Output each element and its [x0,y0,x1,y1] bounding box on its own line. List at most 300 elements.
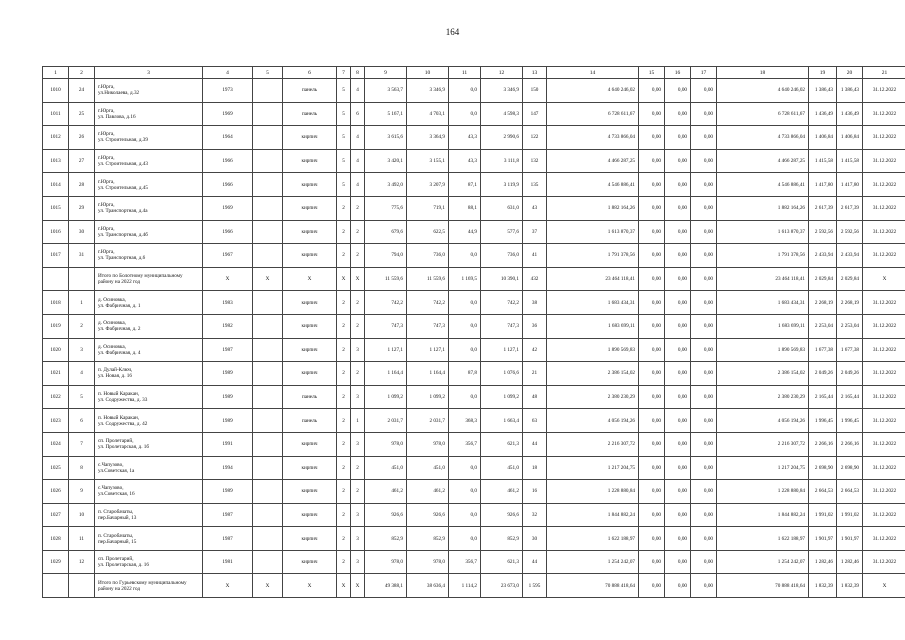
cell-c15: 0,00 [639,149,665,173]
cell-c20: 2 698,90 [837,456,863,480]
cell-c18: 2 380 230,29 [717,385,809,409]
cell-c11: 87,1 [449,173,481,197]
address-line: ул. Содружества, д. 42 [98,420,148,427]
cell-c20: 2 049,26 [837,362,863,386]
cell-c18: 6 728 611,67 [717,102,809,126]
cell-c4: 1987 [203,338,253,362]
cell-c13: 44 [523,550,547,574]
cell-c14: 4 466 287,25 [547,149,639,173]
cell-c2: 9 [69,480,95,504]
address-cell [95,338,203,362]
cell-c2: 31 [69,244,95,268]
address-line: ул. Фабричная, д. 2 [98,326,141,333]
cell-c1: 1022 [43,385,69,409]
cell-c16: 0,00 [665,102,691,126]
cell-c9: 5 167,1 [365,102,407,126]
cell-c11: 356,7 [449,432,481,456]
cell-c4: 1982 [203,314,253,338]
cell-c1: 1012 [43,126,69,150]
cell-c13: 32 [523,503,547,527]
cell-c14: 4 733 866,04 [547,126,639,150]
cell-c17: 0,00 [691,338,717,362]
address-line: г.Юрга, [98,178,115,185]
cell-c20: 2 165,44 [837,385,863,409]
column-number-15: 15 [639,67,665,79]
address-cell [95,550,203,574]
column-number-14: 14 [547,67,639,79]
cell-c18: 23 464 118,41 [717,267,809,291]
cell-c6: X [283,267,337,291]
cell-c16: 0,00 [665,527,691,551]
cell-c9: 49 388,1 [365,574,407,598]
cell-c13: 147 [523,102,547,126]
address-cell [95,432,203,456]
cell-c4: X [203,574,253,598]
cell-c17: 0,00 [691,173,717,197]
cell-c9: 1 164,4 [365,362,407,386]
cell-c10: 3 346,9 [407,79,449,103]
cell-c1: 1016 [43,220,69,244]
cell-c15: 0,00 [639,527,665,551]
address-line: ул. Пролетарская, д. 1б [98,444,150,451]
address-cell [95,244,203,268]
cell-c14: 2 386 154,02 [547,362,639,386]
cell-c4: 1966 [203,173,253,197]
cell-c12: 3 346,9 [481,79,523,103]
cell-c15: 0,00 [639,432,665,456]
cell-c6: кирпич [283,244,337,268]
cell-c12: 3 119,9 [481,173,523,197]
address-cell [95,102,203,126]
cell-c19: 1 996,45 [809,409,837,433]
cell-c11: 43,3 [449,149,481,173]
cell-c10: 1 127,1 [407,338,449,362]
cell-c7: 2 [337,456,351,480]
address-cell [95,126,203,150]
cell-c4: 1989 [203,409,253,433]
cell-c14: 1 217 204,75 [547,456,639,480]
cell-c10: 2 031,7 [407,409,449,433]
cell-c2: 28 [69,173,95,197]
address-cell [95,527,203,551]
cell-c12: 577,6 [481,220,523,244]
cell-c19: 1 436,49 [809,102,837,126]
cell-c2: 27 [69,149,95,173]
cell-c10: 11 559,6 [407,267,449,291]
cell-c11: 0,0 [449,102,481,126]
cell-c4: 1969 [203,102,253,126]
cell-c18: 1 683 699,11 [717,314,809,338]
cell-c11: 1 169,5 [449,267,481,291]
address-line: д. Осиновка, [98,343,126,350]
cell-c1: 1023 [43,409,69,433]
cell-c1: 1024 [43,432,69,456]
cell-c1: 1011 [43,102,69,126]
cell-c15: 0,00 [639,173,665,197]
cell-c1: 1019 [43,314,69,338]
cell-c2: 10 [69,503,95,527]
cell-c7: 2 [337,550,351,574]
cell-c21: 31.12.2022 [863,244,905,268]
cell-c17: 0,00 [691,244,717,268]
cell-c5 [253,149,283,173]
cell-c10: 852,9 [407,527,449,551]
cell-c15: 0,00 [639,385,665,409]
cell-c11: 1 114,2 [449,574,481,598]
cell-c12: 23 673,0 [481,574,523,598]
cell-c19: 1 677,38 [809,338,837,362]
cell-c6: кирпич [283,527,337,551]
cell-c17: 0,00 [691,456,717,480]
cell-c4: 1989 [203,385,253,409]
cell-c2: 30 [69,220,95,244]
cell-c4: 1991 [203,432,253,456]
cell-c16: 0,00 [665,550,691,574]
cell-c13: 21 [523,362,547,386]
cell-c13: 37 [523,220,547,244]
column-number-4: 4 [203,67,253,79]
cell-c11: 0,0 [449,244,481,268]
cell-c18: 1 254 242,07 [717,550,809,574]
cell-c16: 0,00 [665,362,691,386]
cell-c8: X [351,267,365,291]
cell-c9: 11 559,6 [365,267,407,291]
cell-c8: 3 [351,527,365,551]
cell-c13: 43 [523,196,547,220]
cell-c6: кирпич [283,314,337,338]
cell-c13: 36 [523,314,547,338]
cell-c9: 3 492,0 [365,173,407,197]
cell-c11: 43,3 [449,126,481,150]
cell-c17: 0,00 [691,362,717,386]
cell-c18: 1 613 870,37 [717,220,809,244]
cell-c8: 3 [351,385,365,409]
cell-c14: 4 546 886,41 [547,173,639,197]
table-row [43,220,905,244]
cell-c19: 2 617,39 [809,196,837,220]
cell-c11: 356,7 [449,550,481,574]
cell-c2: 25 [69,102,95,126]
cell-c2: 12 [69,550,95,574]
address-line: ул. Пролетарская, д. 16 [98,562,149,569]
cell-c16: 0,00 [665,267,691,291]
address-line: ул.Николаева, д.32 [98,90,140,97]
address-line: п. Новый Каракан, [98,414,140,421]
cell-c4: 1983 [203,291,253,315]
cell-c17: 0,00 [691,574,717,598]
cell-c10: 622,5 [407,220,449,244]
cell-c13: 30 [523,527,547,551]
cell-c16: 0,00 [665,126,691,150]
cell-c2: 11 [69,527,95,551]
cell-c21: X [863,267,905,291]
cell-c6: X [283,574,337,598]
cell-c15: 0,00 [639,79,665,103]
cell-c18: 1 844 882,24 [717,503,809,527]
address-line: г.Юрга, [98,225,115,232]
cell-c6: кирпич [283,338,337,362]
address-line: г.Юрга, [98,249,115,256]
cell-c21: 31.12.2022 [863,362,905,386]
cell-c10: 719,1 [407,196,449,220]
cell-c2: 7 [69,432,95,456]
cell-c7: X [337,574,351,598]
table-row [43,385,905,409]
cell-c9: 747,3 [365,314,407,338]
cell-c21: 31.12.2022 [863,126,905,150]
cell-c8: 2 [351,244,365,268]
address-line: ул. Строительная, д.39 [98,137,148,144]
cell-c16: 0,00 [665,409,691,433]
address-cell [95,149,203,173]
cell-c1 [43,267,69,291]
cell-c13: 432 [523,267,547,291]
cell-c11: 0,0 [449,385,481,409]
cell-c5 [253,503,283,527]
cell-c13: 135 [523,173,547,197]
cell-c6: панель [283,385,337,409]
cell-c20: 1 996,45 [837,409,863,433]
cell-c2: 8 [69,456,95,480]
table-row [43,456,905,480]
cell-c14: 1 228 880,84 [547,480,639,504]
cell-c20: 1 991,02 [837,503,863,527]
address-line: с.Чапузово, [98,485,124,492]
cell-c10: 736,0 [407,244,449,268]
cell-c1: 1025 [43,456,69,480]
cell-c12: 461,2 [481,480,523,504]
table-row [43,126,905,150]
cell-c9: 1 127,1 [365,338,407,362]
cell-c17: 0,00 [691,102,717,126]
cell-c10: 3 207,9 [407,173,449,197]
cell-c8: 2 [351,362,365,386]
column-number-11: 11 [449,67,481,79]
cell-c14: 1 791 378,56 [547,244,639,268]
cell-c20: 2 664,53 [837,480,863,504]
address-cell [95,79,203,103]
cell-c20: 2 029,84 [837,267,863,291]
cell-c5 [253,102,283,126]
address-line: д. Осиновка, [98,320,126,327]
address-line: сп. Пролетарий, [98,556,134,563]
cell-c20: 1 436,49 [837,102,863,126]
cell-c12: 621,3 [481,550,523,574]
address-line: д. Осиновка, [98,296,126,303]
cell-c17: 0,00 [691,79,717,103]
address-cell [95,409,203,433]
cell-c1: 1015 [43,196,69,220]
cell-c21: 31.12.2022 [863,550,905,574]
cell-c2 [69,267,95,291]
cell-c15: 0,00 [639,220,665,244]
cell-c21: X [863,574,905,598]
cell-c8: 3 [351,338,365,362]
cell-c18: 70 888 418,64 [717,574,809,598]
cell-c17: 0,00 [691,196,717,220]
cell-c15: 0,00 [639,338,665,362]
cell-c12: 747,3 [481,314,523,338]
cell-c1: 1021 [43,362,69,386]
address-line: ул. Содружества, д. 33 [98,397,148,404]
cell-c14: 2 216 307,72 [547,432,639,456]
cell-c7: 2 [337,385,351,409]
cell-c6: кирпич [283,220,337,244]
cell-c12: 2 990,6 [481,126,523,150]
cell-c15: 0,00 [639,480,665,504]
cell-c14: 1 254 242,07 [547,550,639,574]
cell-c8: 4 [351,79,365,103]
cell-c5 [253,173,283,197]
address-line: п. Новый Каракан, [98,391,140,398]
cell-c17: 0,00 [691,550,717,574]
cell-c18: 4 733 866,04 [717,126,809,150]
cell-c15: 0,00 [639,362,665,386]
cell-c15: 0,00 [639,126,665,150]
cell-c20: 2 617,39 [837,196,863,220]
cell-c4: X [203,267,253,291]
address-cell [95,173,203,197]
column-number-16: 16 [665,67,691,79]
cell-c10: 926,6 [407,503,449,527]
cell-c17: 0,00 [691,220,717,244]
cell-c18: 1 791 378,56 [717,244,809,268]
cell-c20: 1 415,58 [837,149,863,173]
cell-c10: 38 636,4 [407,574,449,598]
address-line: Итого по Гурьевскому муниципальному [98,579,187,586]
address-line: району на 2022 год [98,585,141,592]
address-cell [95,503,203,527]
cell-c8: 6 [351,102,365,126]
cell-c21: 31.12.2022 [863,149,905,173]
cell-c7: 5 [337,173,351,197]
cell-c20: 1 406,84 [837,126,863,150]
cell-c16: 0,00 [665,385,691,409]
cell-c13: 44 [523,432,547,456]
cell-c2: 6 [69,409,95,433]
cell-c18: 1 228 880,84 [717,480,809,504]
cell-c15: 0,00 [639,503,665,527]
cell-c11: 0,0 [449,480,481,504]
cell-c20: 2 592,56 [837,220,863,244]
cell-c20: 1 832,39 [837,574,863,598]
cell-c12: 10 390,1 [481,267,523,291]
cell-c15: 0,00 [639,574,665,598]
cell-c1: 1010 [43,79,69,103]
cell-c21: 31.12.2022 [863,291,905,315]
address-line: району на 2022 год [98,279,141,286]
table-row [43,244,905,268]
cell-c21: 31.12.2022 [863,432,905,456]
cell-c14: 23 464 118,41 [547,267,639,291]
cell-c6: панель [283,79,337,103]
cell-c6: кирпич [283,173,337,197]
cell-c1: 1014 [43,173,69,197]
cell-c7: 2 [337,362,351,386]
cell-c14: 2 380 230,29 [547,385,639,409]
cell-c5 [253,196,283,220]
cell-c16: 0,00 [665,244,691,268]
cell-c6: кирпич [283,480,337,504]
cell-c12: 742,2 [481,291,523,315]
cell-c4: 1967 [203,244,253,268]
cell-c6: кирпич [283,432,337,456]
cell-c6: кирпич [283,291,337,315]
cell-c5 [253,244,283,268]
address-line: ул. Транспортная, д.4а [98,208,148,215]
address-line: п. Старобачаты, [98,508,134,515]
cell-c5 [253,79,283,103]
cell-c4: 1981 [203,550,253,574]
cell-c9: 926,6 [365,503,407,527]
cell-c2: 5 [69,385,95,409]
address-line: сп. Пролетарий, [98,438,134,445]
table-row [43,102,905,126]
cell-c4: 1964 [203,126,253,150]
cell-c18: 1 217 204,75 [717,456,809,480]
table-row [43,409,905,433]
cell-c14: 1 890 569,83 [547,338,639,362]
address-line: пер.Бачарный, 13 [98,514,137,521]
cell-c8: 2 [351,314,365,338]
cell-c2: 4 [69,362,95,386]
cell-c21: 31.12.2022 [863,196,905,220]
cell-c17: 0,00 [691,385,717,409]
cell-c20: 1 282,46 [837,550,863,574]
data-table [42,66,905,598]
cell-c18: 1 882 164,26 [717,196,809,220]
address-line: ул. Павлова, д.16 [98,113,136,120]
cell-c21: 31.12.2022 [863,385,905,409]
cell-c12: 736,0 [481,244,523,268]
cell-c1: 1029 [43,550,69,574]
cell-c19: 2 433,94 [809,244,837,268]
address-line: ул. Фабричная, д. 4 [98,349,141,356]
cell-c8: 4 [351,173,365,197]
cell-c5 [253,550,283,574]
cell-c14: 70 888 418,64 [547,574,639,598]
address-cell [95,220,203,244]
header-row [43,67,905,79]
cell-c18: 2 386 154,02 [717,362,809,386]
cell-c21: 31.12.2022 [863,220,905,244]
cell-c11: 0,0 [449,527,481,551]
cell-c10: 3 364,9 [407,126,449,150]
column-number-10: 10 [407,67,449,79]
cell-c1 [43,574,69,598]
cell-c18: 1 622 188,97 [717,527,809,551]
cell-c4: 1973 [203,79,253,103]
cell-c19: 1 415,58 [809,149,837,173]
cell-c5 [253,480,283,504]
cell-c21: 31.12.2022 [863,314,905,338]
cell-c8: 4 [351,149,365,173]
cell-c2: 3 [69,338,95,362]
cell-c7: 5 [337,79,351,103]
cell-c13: 38 [523,291,547,315]
cell-c16: 0,00 [665,456,691,480]
cell-c21: 31.12.2022 [863,338,905,362]
column-number-12: 12 [481,67,523,79]
address-cell [95,480,203,504]
cell-c9: 679,6 [365,220,407,244]
cell-c9: 794,0 [365,244,407,268]
address-line: г.Юрга, [98,107,115,114]
cell-c7: 2 [337,291,351,315]
cell-c5: X [253,574,283,598]
cell-c4: 1989 [203,480,253,504]
cell-c16: 0,00 [665,291,691,315]
